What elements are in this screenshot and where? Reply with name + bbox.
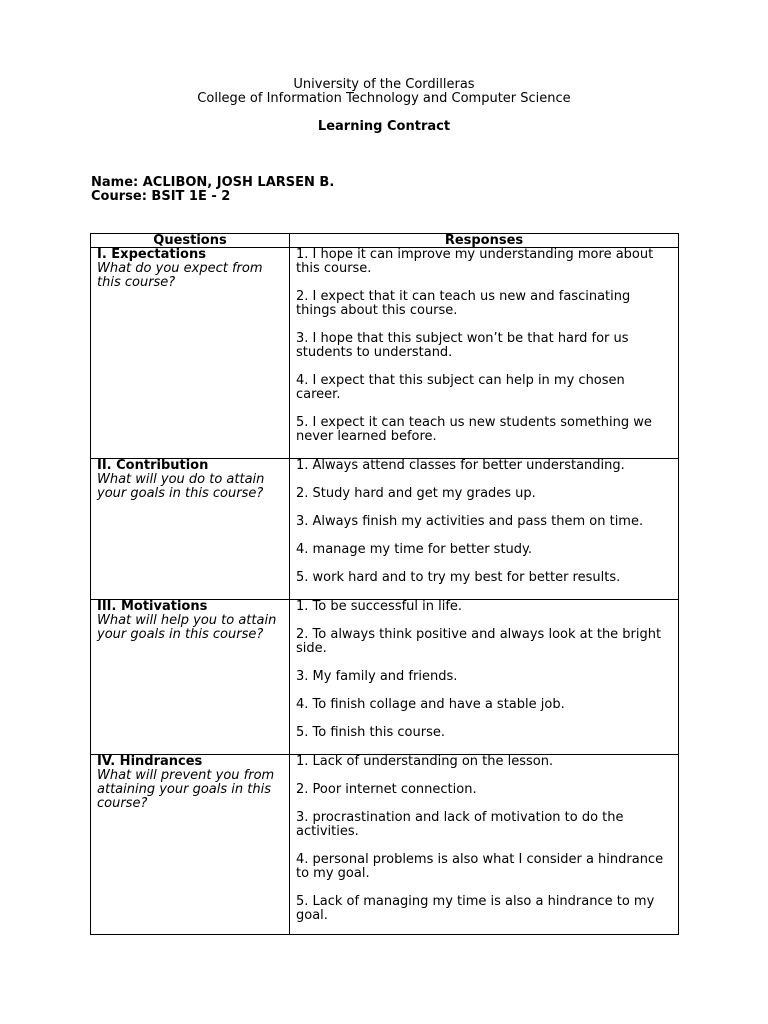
response-item: 4. To finish collage and have a stable job. (296, 697, 565, 712)
response-item: 4. I expect that this subject can help in my chosen career. (296, 373, 625, 402)
table-header-row (91, 234, 679, 248)
response-item: 1. To be successful in life. (296, 599, 463, 614)
contract-table (90, 233, 679, 935)
response-item: 3. procrastination and lack of motivation to do the activities. (296, 810, 624, 839)
response-item: 5. To finish this course. (296, 725, 445, 740)
section-title: II. Contribution (97, 458, 209, 473)
response-item: 4. personal problems is also what I consider a hindrance to my goal. (296, 852, 664, 881)
response-cell-motivations (290, 600, 679, 755)
question-cell-contribution (91, 459, 290, 600)
response-item: 1. Lack of understanding on the lesson. (296, 754, 554, 769)
section-prompt: What will help you to attain your goals in this course? (97, 613, 277, 642)
student-name: Name: ACLIBON, JOSH LARSEN B. (91, 175, 335, 190)
response-item: 3. My family and friends. (296, 669, 458, 684)
question-cell-motivations (91, 600, 290, 755)
response-item: 1. Always attend classes for better understanding. (296, 458, 625, 473)
document-header (0, 78, 768, 106)
response-cell-expectations (290, 248, 679, 459)
table-row (91, 600, 679, 755)
section-title: III. Motivations (97, 599, 208, 614)
university-name: University of the Cordilleras (293, 77, 475, 92)
response-cell-hindrances (290, 755, 679, 935)
table-row (91, 248, 679, 459)
table-row (91, 755, 679, 935)
responses-column-header: Responses (290, 234, 679, 248)
section-prompt: What do you expect from this course? (97, 261, 263, 290)
response-item: 2. I expect that it can teach us new and fascinating things about this course. (296, 289, 631, 318)
response-item: 3. Always finish my activities and pass them on time. (296, 514, 644, 529)
college-name: College of Information Technology and Computer Science (197, 91, 571, 106)
response-item: 2. To always think positive and always look at the bright side. (296, 627, 662, 656)
questions-column-header: Questions (91, 234, 290, 248)
response-item: 5. work hard and to try my best for better results. (296, 570, 621, 585)
response-item: 2. Study hard and get my grades up. (296, 486, 536, 501)
response-item: 3. I hope that this subject won’t be that hard for us students to understand. (296, 331, 629, 360)
section-prompt: What will you do to attain your goals in this course? (97, 472, 265, 501)
response-item: 5. I expect it can teach us new students something we never learned before. (296, 415, 652, 444)
response-cell-contribution (290, 459, 679, 600)
question-cell-expectations (91, 248, 290, 459)
student-info (91, 176, 334, 204)
response-item: 5. Lack of managing my time is also a hindrance to my goal. (296, 894, 655, 923)
response-item: 2. Poor internet connection. (296, 782, 477, 797)
student-course: Course: BSIT 1E - 2 (91, 189, 231, 204)
section-title: I. Expectations (97, 247, 206, 262)
response-item: 1. I hope it can improve my understanding more about this course. (296, 247, 654, 276)
response-item: 4. manage my time for better study. (296, 542, 533, 557)
table-row (91, 459, 679, 600)
document-title: Learning Contract (317, 119, 451, 134)
question-cell-hindrances (91, 755, 290, 935)
section-title: IV. Hindrances (97, 754, 203, 769)
section-prompt: What will prevent you from attaining your goals in this course? (97, 768, 275, 811)
